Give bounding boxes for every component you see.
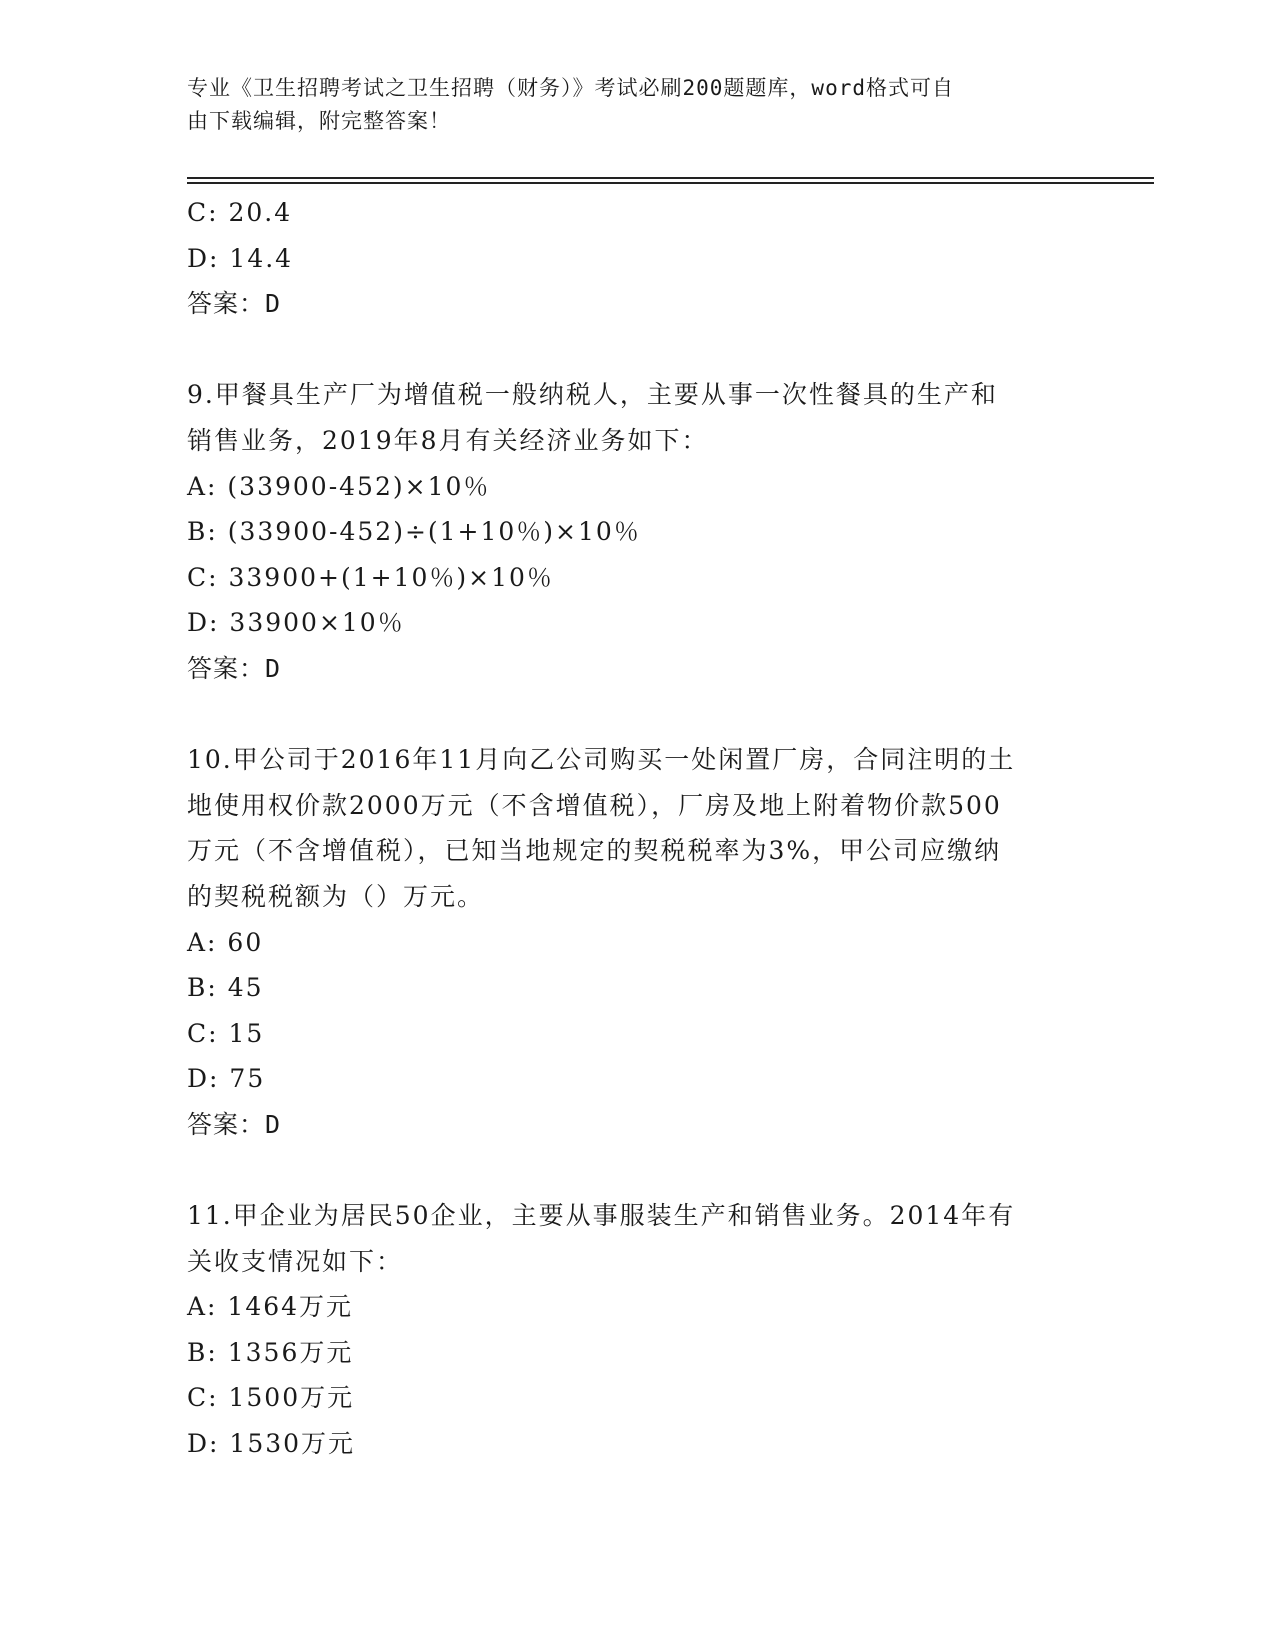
header-title-line2: 由下载编辑，附完整答案！: [187, 109, 451, 133]
question-block-10: [187, 737, 1087, 1147]
document-header: [187, 72, 1067, 138]
option-d: D: 14.4: [187, 243, 294, 273]
option-a: A: (33900-452)×10％: [187, 471, 491, 501]
option-d: D: 75: [187, 1064, 266, 1094]
question-block-8: [187, 190, 1087, 327]
document-body: [187, 190, 1087, 1467]
question-block-9: [187, 372, 1087, 691]
option-d: D: 33900×10％: [187, 608, 405, 638]
option-a: A: 1464万元: [187, 1292, 354, 1322]
option-c: C: 33900+(1+10％)×10％: [187, 562, 554, 592]
option-c: C: 1500万元: [187, 1383, 355, 1413]
spacer: [187, 692, 1087, 738]
question-text-line: 关收支情况如下：: [187, 1246, 404, 1276]
option-a: A: 60: [187, 927, 264, 957]
question-text-line: 9.甲餐具生产厂为增值税一般纳税人，主要从事一次性餐具的生产和: [187, 380, 998, 410]
question-text-line: 万元（不含增值税），已知当地规定的契税税率为3%，甲公司应缴纳: [187, 836, 1002, 866]
question-text-line: 销售业务，2019年8月有关经济业务如下：: [187, 425, 709, 455]
header-title-line1: 专业《卫生招聘考试之卫生招聘（财务）》考试必刷200题题库，word格式可自: [187, 76, 954, 100]
question-text-line: 10.甲公司于2016年11月向乙公司购买一处闲置厂房，合同注明的土: [187, 745, 1016, 775]
answer-label: 答案：D: [187, 1109, 282, 1139]
spacer: [187, 1147, 1087, 1193]
question-text-line: 的契税税额为（）万元。: [187, 881, 485, 911]
question-text-line: 11.甲企业为居民50企业，主要从事服装生产和销售业务。2014年有: [187, 1201, 1016, 1231]
header-divider-bottom: [187, 182, 1154, 184]
option-c: C: 20.4: [187, 198, 293, 227]
header-divider-top: [187, 177, 1154, 179]
option-b: B: 1356万元: [187, 1337, 354, 1367]
option-b: B: 45: [187, 973, 264, 1003]
answer-label: 答案：D: [187, 289, 282, 319]
question-text-line: 地使用权价款2000万元（不含增值税），厂房及地上附着物价款500: [187, 790, 1002, 820]
answer-label: 答案：D: [187, 653, 282, 683]
spacer: [187, 327, 1087, 373]
question-block-11: [187, 1193, 1087, 1467]
option-c: C: 15: [187, 1018, 265, 1048]
option-d: D: 1530万元: [187, 1429, 356, 1459]
option-b: B: (33900-452)÷(1+10％)×10％: [187, 517, 641, 547]
